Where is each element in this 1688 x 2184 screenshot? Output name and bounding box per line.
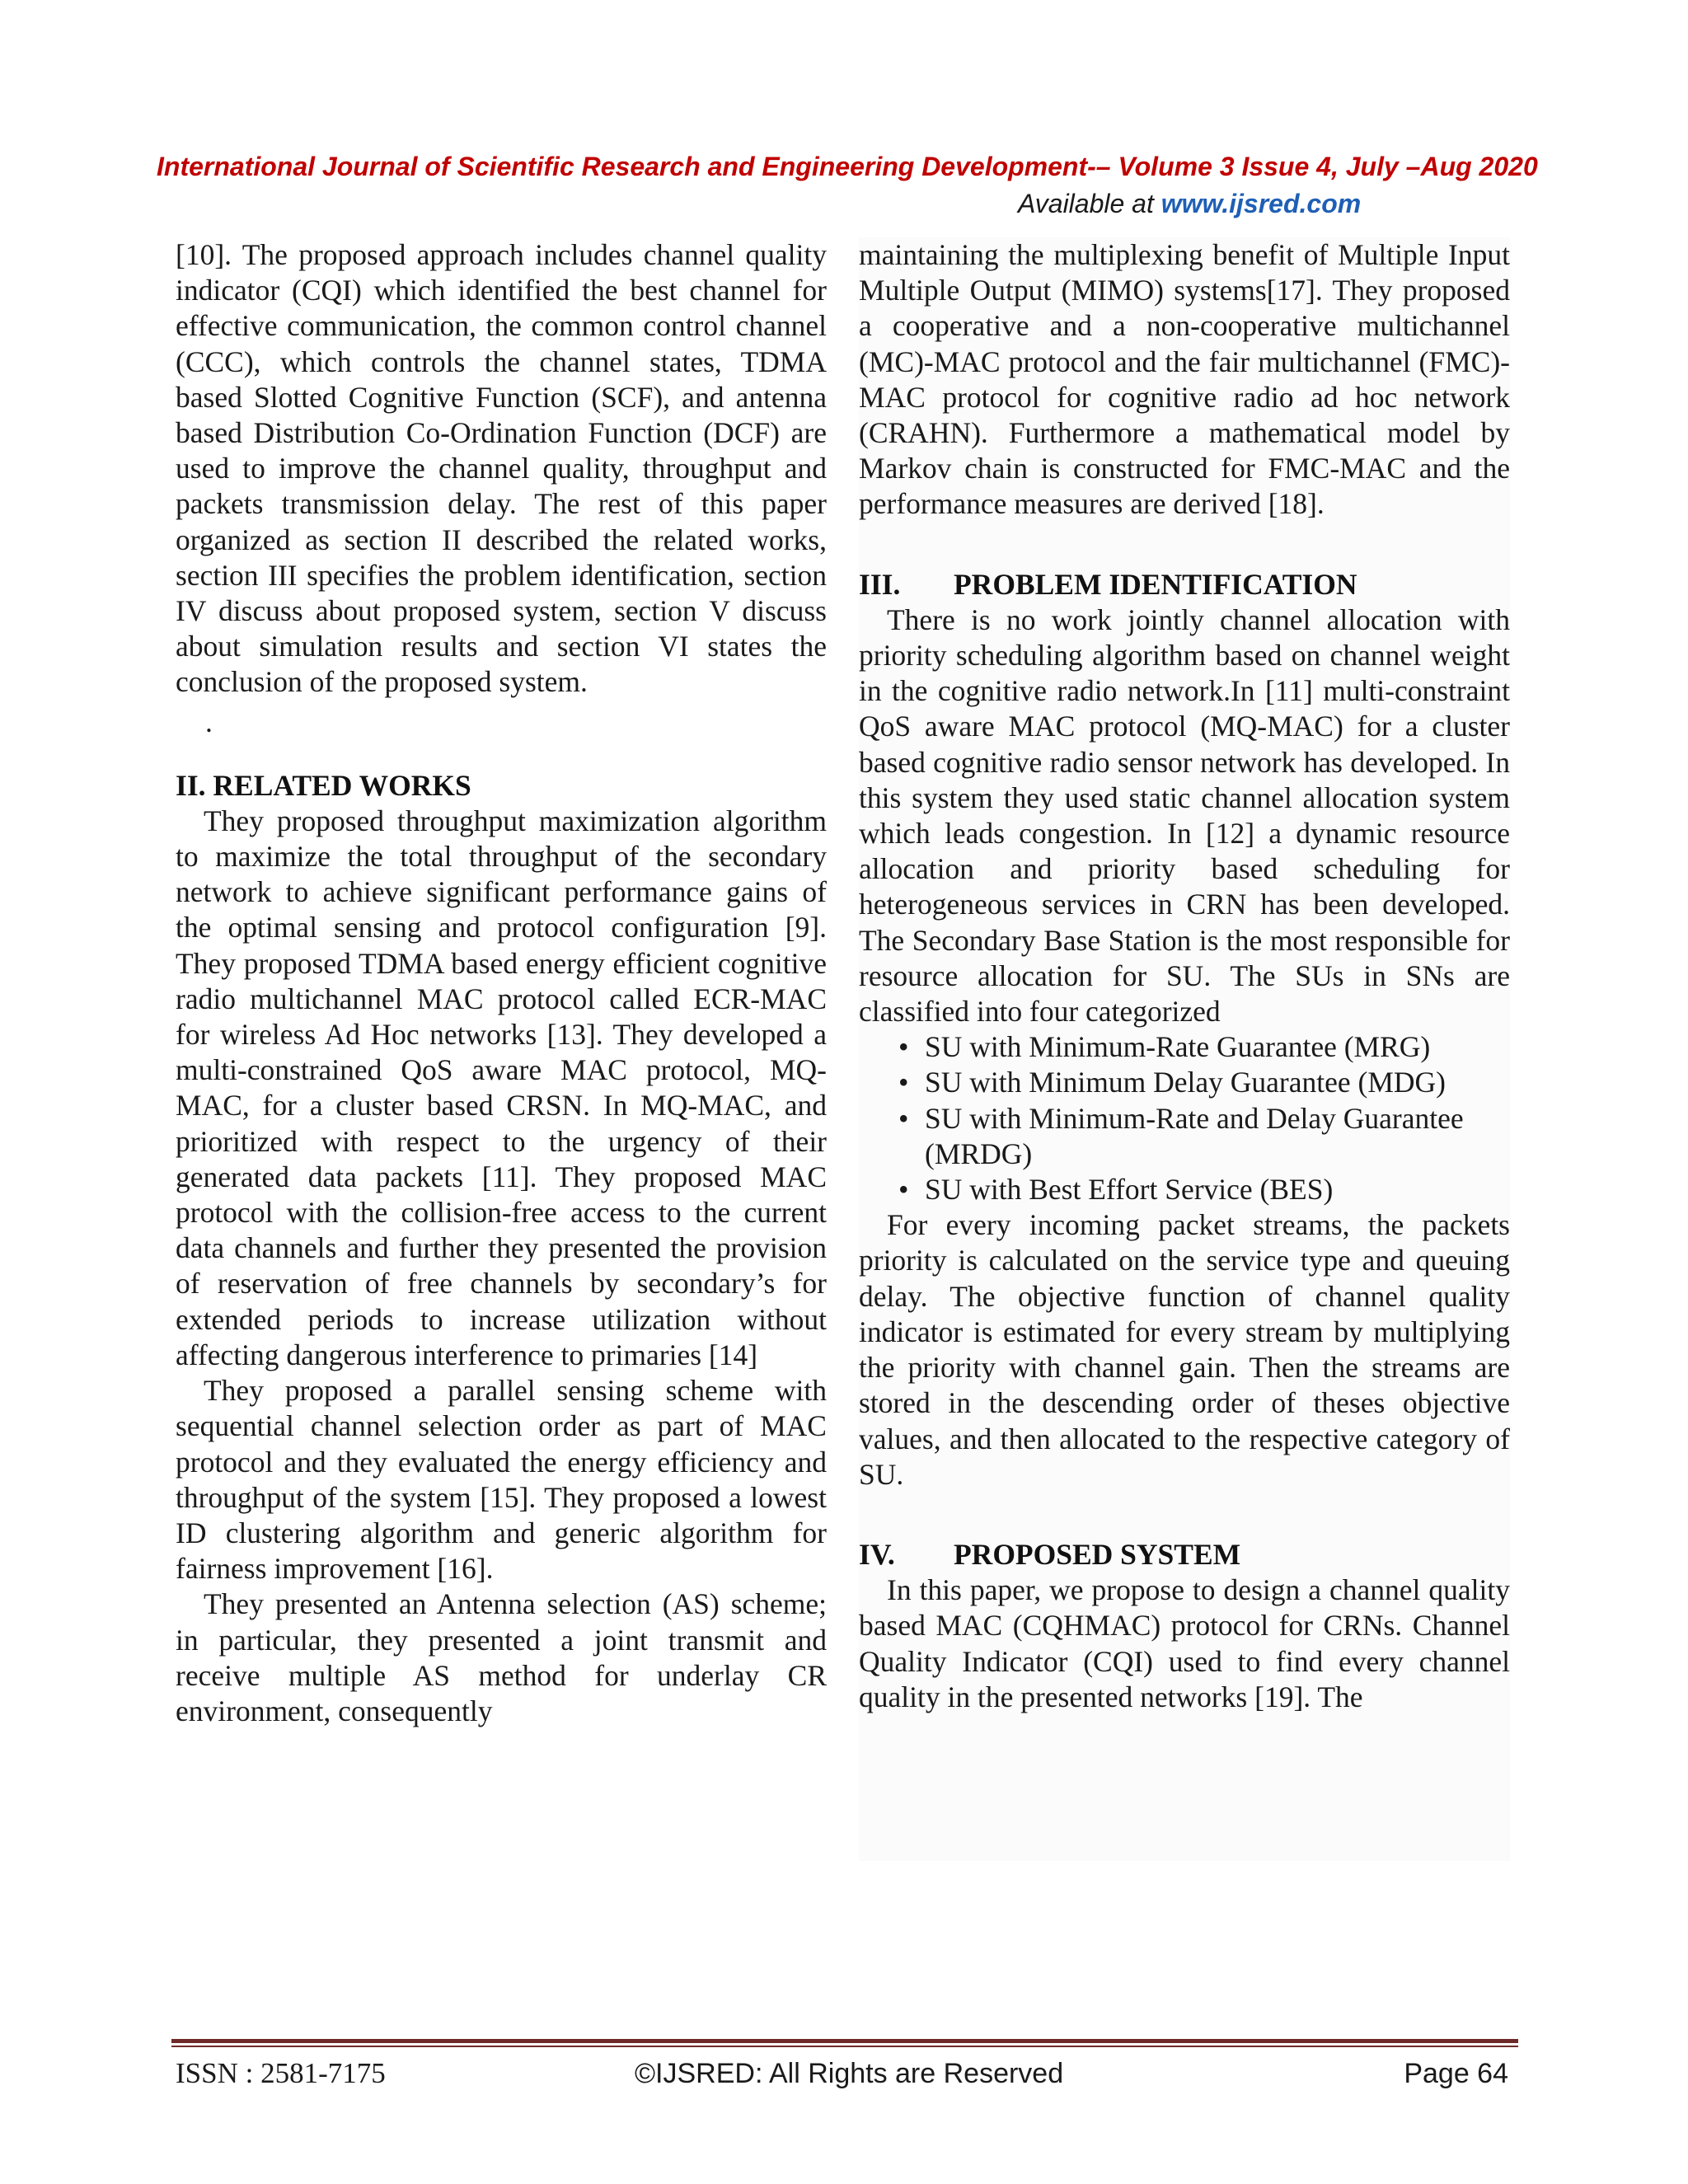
journal-header: International Journal of Scientific Research and Engineering Development-– Volume 3 Issue 4, July –Aug 2020 — [157, 152, 1538, 181]
footer-copyright: ©IJSRED: All Rights are Reserved — [635, 2058, 1064, 2089]
bullet-icon: • — [898, 1066, 909, 1099]
problem-identification-heading — [859, 567, 1510, 602]
problem-paragraph-2: For every incoming packet streams, the packets priority is calculated on the service type and queuing delay. The objective function of channel quality indicator is estimated for every stream by multiplying the priority with channel gain. Then the streams are stored in the descending order of theses objective values, and then allocated to the respective category of SU. — [859, 1208, 1510, 1491]
bullet-icon: • — [898, 1173, 909, 1207]
availability-line — [1018, 187, 1479, 220]
footer-page-number: Page 64 — [1404, 2058, 1508, 2089]
available-prefix: Available at — [1018, 189, 1161, 218]
footer-divider-thin — [171, 2046, 1518, 2047]
su-category-list — [859, 1029, 1510, 1207]
spacer — [176, 743, 827, 768]
related-works-paragraph-1: They proposed throughput maximization algorithm to maximize the total throughput of the secondary network to achieve significant performance gains of the optimal sensing and protocol configuration [9]. They proposed TDMA based energy efficient cognitive radio multichannel MAC protocol called ECR-MAC for wireless Ad Hoc networks [13]. They developed a multi-constrained QoS aware MAC protocol, MQ-MAC, for a cluster based CRSN. In MQ-MAC, and prioritized with respect to the urgency of their generated data packets [11]. They proposed MAC protocol with the collision-free access to the current data channels and further they presented the provision of reservation of free channels by secondary’s for extended periods to increase utilization without affecting dangerous interference to primaries [14] — [176, 804, 827, 1371]
left-column — [176, 237, 827, 1729]
list-item: • SU with Minimum Delay Guarantee (MDG) — [890, 1065, 1510, 1100]
bullet-icon: • — [898, 1030, 909, 1064]
footer-divider — [171, 2039, 1518, 2043]
list-item: • SU with Minimum-Rate Guarantee (MRG) — [890, 1029, 1510, 1065]
journal-url-link[interactable]: www.ijsred.com — [1160, 189, 1362, 218]
footer-issn: ISSN : 2581-7175 — [176, 2057, 386, 2089]
intro-paragraph: [10]. The proposed approach includes channel quality indicator (CQI) which identified the best channel for effective communication, the common control channel (CCC), which controls the channel states, TDMA based Slotted Cognitive Function (SCF), and antenna based Distribution Co-Ordination Function (DCF) are used to improve the channel quality, throughput and packets transmission delay. The rest of this paper organized as section II described the related works, section III specifies the problem identification, section IV discuss about proposed system, section V discuss about simulation results and section VI states the conclusion of the proposed system. — [176, 238, 827, 699]
stray-dot: . — [205, 705, 213, 738]
problem-paragraph-1: There is no work jointly channel allocation with priority scheduling algorithm based on channel weight in the cognitive radio network.In [11] multi-constraint QoS aware MAC protocol (MQ-MAC) for a cluster based cognitive radio sensor network has developed. In this system they used static channel allocation system which leads congestion. In [12] a dynamic resource allocation and priority based scheduling for heterogeneous services in CRN has been developed. The Secondary Base Station is the most responsible for resource allocation for SU. The SUs in SNs are classified into four categorized — [859, 602, 1510, 1029]
section-title: PROBLEM IDENTIFICATION — [954, 567, 1357, 601]
bullet-icon: • — [898, 1101, 909, 1135]
related-works-paragraph-3: They presented an Antenna selection (AS) scheme; in particular, they presented a joint transmit and receive multiple AS method for underlay CR environment, consequently — [176, 1587, 827, 1727]
section-number: III. — [859, 567, 901, 601]
continuation-paragraph: maintaining the multiplexing benefit of Multiple Input Multiple Output (MIMO) systems[17]. They proposed a cooperative and a non-cooperative multichannel (MC)-MAC protocol and the fair multichannel (FMC)-MAC protocol for cognitive radio ad hoc network (CRAHN). Furthermore a mathematical model by Markov chain is constructed for FMC-MAC and the performance measures are derived [18]. — [859, 238, 1510, 521]
list-item: • SU with Minimum-Rate and Delay Guarantee (MRDG) — [898, 1101, 1464, 1170]
section-title: PROPOSED SYSTEM — [954, 1537, 1241, 1571]
spacer — [859, 1493, 1510, 1537]
proposed-system-paragraph: In this paper, we propose to design a channel quality based MAC (CQHMAC) protocol for CRNs. Channel Quality Indicator (CQI) used to find every channel quality in the presented networks [19]. The — [859, 1573, 1510, 1713]
section-number: IV. — [859, 1537, 895, 1571]
spacer — [859, 523, 1510, 567]
related-works-paragraph-2: They proposed a parallel sensing scheme with sequential channel selection order as part of MAC protocol and they evaluated the energy efficiency and throughput of the system [15]. They proposed a lowest ID clustering algorithm and generic algorithm for fairness improvement [16]. — [176, 1374, 827, 1586]
right-column — [859, 237, 1510, 1861]
related-works-heading: II. RELATED WORKS — [176, 768, 471, 802]
proposed-system-heading — [859, 1537, 1510, 1572]
list-item: • SU with Best Effort Service (BES) — [890, 1172, 1510, 1207]
